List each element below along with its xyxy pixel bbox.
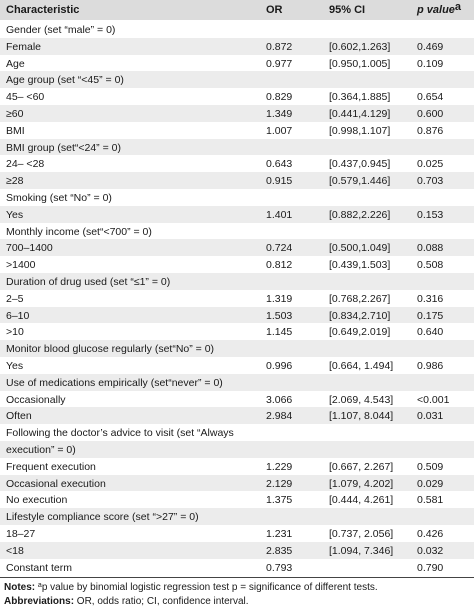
row-label: Female bbox=[6, 40, 42, 53]
table-row bbox=[0, 88, 474, 105]
row-p-value: 0.790 bbox=[417, 561, 444, 574]
row-label: Smoking (set “No” = 0) bbox=[6, 192, 112, 204]
header-ci: 95% CI bbox=[329, 4, 366, 16]
row-label: BMI group (set“<24” = 0) bbox=[6, 141, 121, 154]
row-ci: [1.079, 4.202] bbox=[329, 477, 394, 490]
row-p-value: 0.088 bbox=[417, 242, 444, 255]
row-label: 6–10 bbox=[6, 309, 30, 322]
table-row bbox=[0, 172, 474, 189]
row-or: 0.643 bbox=[266, 158, 293, 171]
row-or: 1.319 bbox=[266, 292, 293, 305]
row-or: 0.812 bbox=[266, 259, 293, 272]
row-label: 700–1400 bbox=[6, 242, 53, 255]
row-or: 1.349 bbox=[266, 108, 293, 120]
row-or: 0.977 bbox=[266, 57, 293, 70]
table-row bbox=[0, 458, 474, 475]
abbreviations-text: OR, odds ratio; CI, confidence interval. bbox=[76, 596, 249, 608]
notes-text: p value by binomial logistic regression test p = significance of different tests. bbox=[41, 582, 378, 594]
table-row bbox=[0, 155, 474, 172]
row-ci: [0.364,1.885] bbox=[329, 91, 391, 104]
row-ci: [0.834,2.710] bbox=[329, 309, 391, 322]
row-p-value: 0.654 bbox=[417, 91, 444, 104]
row-p-value: 0.509 bbox=[417, 460, 444, 473]
row-p-value: 0.986 bbox=[417, 360, 444, 372]
row-label: Constant term bbox=[6, 561, 72, 574]
row-or: 1.007 bbox=[266, 124, 293, 137]
table-row bbox=[0, 525, 474, 542]
row-or: 0.793 bbox=[266, 561, 293, 574]
row-ci: [1.107, 8.044] bbox=[329, 410, 394, 423]
row-p-value: 0.876 bbox=[417, 124, 444, 137]
row-ci: [0.737, 2.056] bbox=[329, 528, 394, 540]
row-p-value: 0.600 bbox=[417, 108, 444, 120]
table-row bbox=[0, 391, 474, 408]
table-row bbox=[0, 441, 474, 458]
row-label: ≥60 bbox=[6, 108, 24, 120]
row-or: 2.984 bbox=[266, 410, 293, 423]
row-p-value: 0.469 bbox=[417, 40, 444, 53]
row-label: Age group (set “<45” = 0) bbox=[6, 74, 124, 87]
row-ci: [0.579,1.446] bbox=[329, 175, 391, 188]
row-or: 1.375 bbox=[266, 494, 293, 507]
row-or: 0.915 bbox=[266, 175, 293, 188]
row-or: 1.145 bbox=[266, 326, 293, 339]
row-label: Gender (set “male” = 0) bbox=[6, 24, 116, 36]
row-ci: [0.649,2.019] bbox=[329, 326, 391, 339]
row-or: 1.231 bbox=[266, 528, 293, 540]
row-or: 1.229 bbox=[266, 460, 293, 473]
table-row bbox=[0, 508, 474, 525]
row-or: 0.724 bbox=[266, 242, 293, 255]
row-or: 1.401 bbox=[266, 208, 293, 221]
table-notes: Notes: $^a$p value by binomial logistic regression test p = significance of different tests. bbox=[4, 582, 378, 594]
row-ci: [0.441,4.129] bbox=[329, 108, 391, 120]
row-label: 2–5 bbox=[6, 292, 24, 305]
row-p-value: 0.581 bbox=[417, 494, 444, 507]
table-row bbox=[0, 223, 474, 240]
header-or: OR bbox=[266, 4, 283, 16]
row-label: execution” = 0) bbox=[6, 444, 76, 456]
row-label: BMI bbox=[6, 124, 25, 137]
row-label: Age bbox=[6, 57, 25, 70]
table-row bbox=[0, 307, 474, 324]
table-row bbox=[0, 475, 474, 492]
row-p-value: 0.031 bbox=[417, 410, 444, 423]
row-label: >10 bbox=[6, 326, 24, 339]
row-label: ≥28 bbox=[6, 175, 24, 188]
row-label: Yes bbox=[6, 208, 24, 221]
table-bottom-rule bbox=[0, 577, 474, 578]
row-label: 24– <28 bbox=[6, 158, 45, 171]
row-p-value: 0.508 bbox=[417, 259, 444, 272]
table-row bbox=[0, 424, 474, 441]
row-ci: [0.602,1.263] bbox=[329, 40, 391, 53]
table-row bbox=[0, 139, 474, 156]
row-ci: [0.444, 4.261] bbox=[329, 494, 394, 507]
table-row bbox=[0, 290, 474, 307]
row-ci: [1.094, 7.346] bbox=[329, 544, 394, 557]
row-or: 1.503 bbox=[266, 309, 293, 322]
table-header bbox=[0, 0, 474, 20]
row-label: Often bbox=[6, 410, 32, 423]
row-p-value: 0.109 bbox=[417, 57, 444, 70]
row-label: No execution bbox=[6, 494, 68, 507]
row-label: Following the doctor’s advice to visit (set “Always bbox=[6, 427, 234, 440]
row-p-value: 0.703 bbox=[417, 175, 444, 188]
row-label: Frequent execution bbox=[6, 460, 96, 473]
row-or: 0.829 bbox=[266, 91, 293, 104]
row-or: 2.835 bbox=[266, 544, 293, 557]
row-ci: [0.998,1.107] bbox=[329, 124, 391, 137]
header-p-value: p valuea bbox=[417, 1, 462, 16]
table-row bbox=[0, 206, 474, 223]
row-p-value: <0.001 bbox=[417, 393, 450, 406]
table-row bbox=[0, 491, 474, 508]
table-row bbox=[0, 273, 474, 290]
row-ci: [0.882,2.226] bbox=[329, 208, 391, 221]
row-label: Yes bbox=[6, 360, 24, 372]
row-p-value: 0.153 bbox=[417, 208, 444, 221]
row-ci: [0.437,0.945] bbox=[329, 158, 391, 171]
header-characteristic: Characteristic bbox=[6, 4, 80, 16]
table-row bbox=[0, 340, 474, 357]
table-row bbox=[0, 323, 474, 340]
table-row bbox=[0, 38, 474, 55]
table-row bbox=[0, 239, 474, 256]
table-row bbox=[0, 357, 474, 374]
row-ci: [0.439,1.503] bbox=[329, 259, 391, 272]
table-abbreviations: Abbreviations: OR, odds ratio; CI, confidence interval. bbox=[4, 596, 249, 608]
row-ci: [0.768,2.267] bbox=[329, 292, 391, 305]
table-row bbox=[0, 189, 474, 206]
row-ci: [0.950,1.005] bbox=[329, 57, 391, 70]
row-p-value: 0.032 bbox=[417, 544, 444, 557]
row-label: >1400 bbox=[6, 259, 36, 272]
row-label: Occasionally bbox=[6, 393, 66, 406]
table-row bbox=[0, 71, 474, 88]
row-label: Duration of drug used (set “≤1” = 0) bbox=[6, 276, 171, 288]
row-p-value: 0.029 bbox=[417, 477, 444, 490]
table-row bbox=[0, 542, 474, 559]
row-label: Monthly income (set“<700” = 0) bbox=[6, 225, 152, 238]
table-row bbox=[0, 105, 474, 122]
table-row bbox=[0, 55, 474, 72]
row-label: 45– <60 bbox=[6, 91, 45, 104]
row-p-value: 0.316 bbox=[417, 292, 444, 305]
row-or: 2.129 bbox=[266, 477, 293, 490]
row-label: 18–27 bbox=[6, 528, 36, 540]
table-row bbox=[0, 256, 474, 273]
row-ci: [0.664, 1.494] bbox=[329, 360, 394, 372]
row-label: Occasional execution bbox=[6, 477, 106, 490]
row-ci: [2.069, 4.543] bbox=[329, 393, 394, 406]
table-row bbox=[0, 559, 474, 576]
row-p-value: 0.175 bbox=[417, 309, 444, 322]
table-row bbox=[0, 374, 474, 391]
table-row bbox=[0, 21, 474, 38]
row-p-value: 0.025 bbox=[417, 158, 444, 171]
row-label: <18 bbox=[6, 544, 24, 557]
row-ci: [0.500,1.049] bbox=[329, 242, 391, 255]
row-label: Lifestyle compliance score (set “>27” = 0) bbox=[6, 511, 199, 524]
row-p-value: 0.426 bbox=[417, 528, 444, 540]
row-or: 3.066 bbox=[266, 393, 293, 406]
row-label: Monitor blood glucose regularly (set“No” = 0) bbox=[6, 343, 215, 356]
table-row bbox=[0, 122, 474, 139]
table-row bbox=[0, 407, 474, 424]
row-ci: [0.667, 2.267] bbox=[329, 460, 394, 473]
row-label: Use of medications empirically (set“never” = 0) bbox=[6, 376, 223, 389]
row-or: 0.996 bbox=[266, 360, 293, 372]
row-p-value: 0.640 bbox=[417, 326, 444, 339]
row-or: 0.872 bbox=[266, 40, 293, 53]
